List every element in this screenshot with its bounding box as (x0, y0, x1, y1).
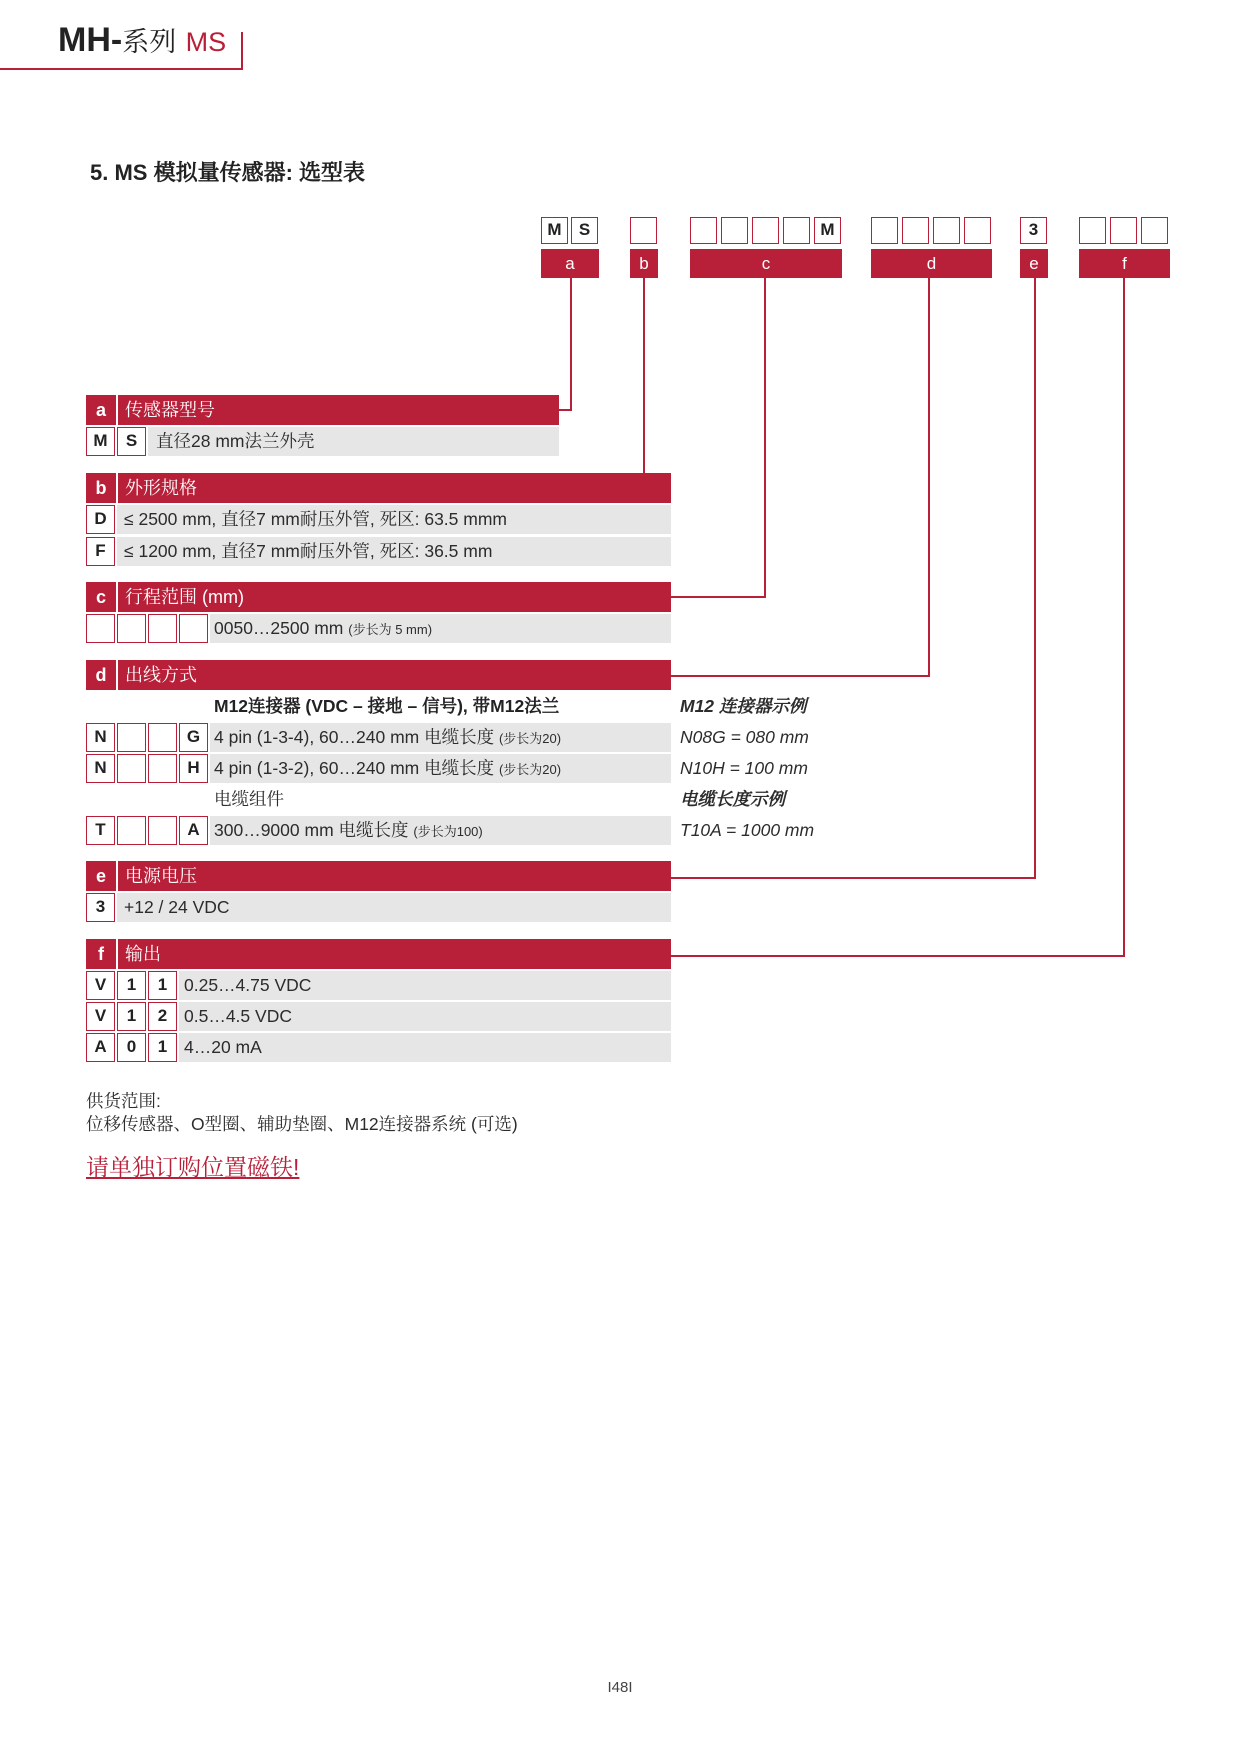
table-row (148, 427, 559, 456)
table-row (117, 505, 671, 534)
section-a-header (86, 395, 559, 425)
code-cell (117, 816, 146, 845)
example-text: N08G = 080 mm (680, 727, 809, 747)
example-text: N10H = 100 mm (680, 758, 808, 778)
section-letter: d (95, 665, 107, 685)
code-cell (117, 723, 146, 752)
code-label-d: d (871, 249, 992, 278)
code-cell: 1 (148, 971, 177, 1000)
table-row (210, 754, 671, 783)
section-letter: a (95, 400, 106, 420)
code-cell (148, 723, 177, 752)
row-text: 0050…2500 mm (214, 618, 344, 638)
magnet-order-note: 请单独订购位置磁铁! (86, 1154, 300, 1180)
section-a-title: 传感器型号 (125, 400, 215, 420)
code-cell: V (86, 971, 115, 1000)
row-text: 0.25…4.75 VDC (184, 975, 312, 995)
header-underline (0, 68, 243, 70)
code-label-c: c (690, 249, 842, 278)
table-row (117, 893, 671, 922)
code-cell: 2 (148, 1002, 177, 1031)
step-note: (步长为100) (413, 824, 483, 839)
page-number: I48I (607, 1679, 633, 1696)
row-text: 0.5…4.5 VDC (184, 1006, 292, 1026)
series-bold: MH- (58, 21, 123, 59)
section-f-header (86, 939, 671, 969)
header-divider (241, 32, 243, 70)
code-cell: 1 (148, 1033, 177, 1062)
table-row (179, 1033, 671, 1062)
code-cell: D (86, 505, 115, 534)
example-text: T10A = 1000 mm (680, 820, 815, 840)
code-box (1141, 217, 1168, 244)
row-text: 4 pin (1-3-4), 60…240 mm 电缆长度 (214, 727, 495, 747)
code-cell: A (86, 1033, 115, 1062)
code-cell (117, 614, 146, 643)
code-box: M (541, 217, 568, 244)
supply-scope-text: 位移传感器、O型圈、辅助垫圈、M12连接器系统 (可选) (86, 1114, 518, 1134)
code-cell: 1 (117, 1002, 146, 1031)
code-box (1110, 217, 1137, 244)
table-row (210, 816, 671, 845)
subheading: M12连接器 (VDC – 接地 – 信号), 带M12法兰 (214, 696, 560, 716)
section-e-header (86, 861, 671, 891)
code-cell: M (86, 427, 115, 456)
example-title: 电缆长度示例 (680, 789, 785, 809)
code-label-b: b (630, 249, 658, 278)
row-text: ≤ 2500 mm, 直径7 mm耐压外管, 死区: 63.5 mmm (124, 509, 507, 529)
step-note: (步长为 5 mm) (348, 622, 433, 637)
code-cell (179, 614, 208, 643)
code-cell: V (86, 1002, 115, 1031)
section-c-title: 行程范围 (mm) (125, 587, 244, 607)
row-text: 4 pin (1-3-2), 60…240 mm 电缆长度 (214, 758, 495, 778)
step-note: (步长为20) (498, 731, 562, 746)
code-box (933, 217, 960, 244)
section-b-title: 外形规格 (125, 478, 197, 498)
section-e-title: 电源电压 (125, 866, 197, 886)
code-cell (148, 614, 177, 643)
code-box (630, 217, 657, 244)
series-label: 系列 (122, 27, 177, 57)
row-text: 直径28 mm法兰外壳 (156, 431, 315, 451)
supply-scope-title: 供货范围: (86, 1091, 161, 1111)
table-row (179, 971, 671, 1000)
code-label-a: a (541, 249, 599, 278)
table-row (210, 614, 671, 643)
step-note: (步长为20) (498, 762, 562, 777)
code-cell: N (86, 754, 115, 783)
code-box: S (571, 217, 598, 244)
code-box (964, 217, 991, 244)
code-cell (148, 816, 177, 845)
section-f-title: 输出 (125, 944, 161, 964)
code-cell: A (179, 816, 208, 845)
section-title: 5. MS 模拟量传感器: 选型表 (90, 160, 366, 185)
code-label-f: f (1079, 249, 1170, 278)
series-code: MS (185, 27, 227, 57)
section-letter: e (95, 866, 106, 886)
table-row (179, 1002, 671, 1031)
section-letter: c (95, 587, 106, 607)
code-cell: G (179, 723, 208, 752)
code-cell: T (86, 816, 115, 845)
section-c-header (86, 582, 671, 612)
code-label-e: e (1020, 249, 1048, 278)
section-d-header (86, 660, 671, 690)
code-box (1079, 217, 1106, 244)
row-text: 4…20 mA (184, 1037, 262, 1057)
section-b-header (86, 473, 671, 503)
code-cell: 3 (86, 893, 115, 922)
code-box (902, 217, 929, 244)
subheading-cable: 电缆组件 (214, 789, 284, 809)
code-box (721, 217, 748, 244)
code-cell (117, 754, 146, 783)
code-cell (148, 754, 177, 783)
row-text: ≤ 1200 mm, 直径7 mm耐压外管, 死区: 36.5 mm (124, 541, 493, 561)
code-cell: F (86, 537, 115, 566)
row-text: +12 / 24 VDC (124, 897, 230, 917)
code-box (752, 217, 779, 244)
code-cell (86, 614, 115, 643)
code-box (690, 217, 717, 244)
table-row (210, 723, 671, 752)
section-letter: f (98, 944, 104, 964)
row-text: 300…9000 mm 电缆长度 (214, 820, 409, 840)
code-box: 3 (1020, 217, 1047, 244)
table-row (117, 537, 671, 566)
series-title (58, 20, 226, 62)
code-cell: N (86, 723, 115, 752)
code-cell: 0 (117, 1033, 146, 1062)
code-cell: H (179, 754, 208, 783)
code-cell: S (117, 427, 146, 456)
section-d-title: 出线方式 (125, 665, 197, 685)
example-title: M12 连接器示例 (680, 696, 807, 716)
code-box: M (814, 217, 841, 244)
code-cell: 1 (117, 971, 146, 1000)
code-box (871, 217, 898, 244)
section-letter: b (95, 478, 107, 498)
code-box (783, 217, 810, 244)
